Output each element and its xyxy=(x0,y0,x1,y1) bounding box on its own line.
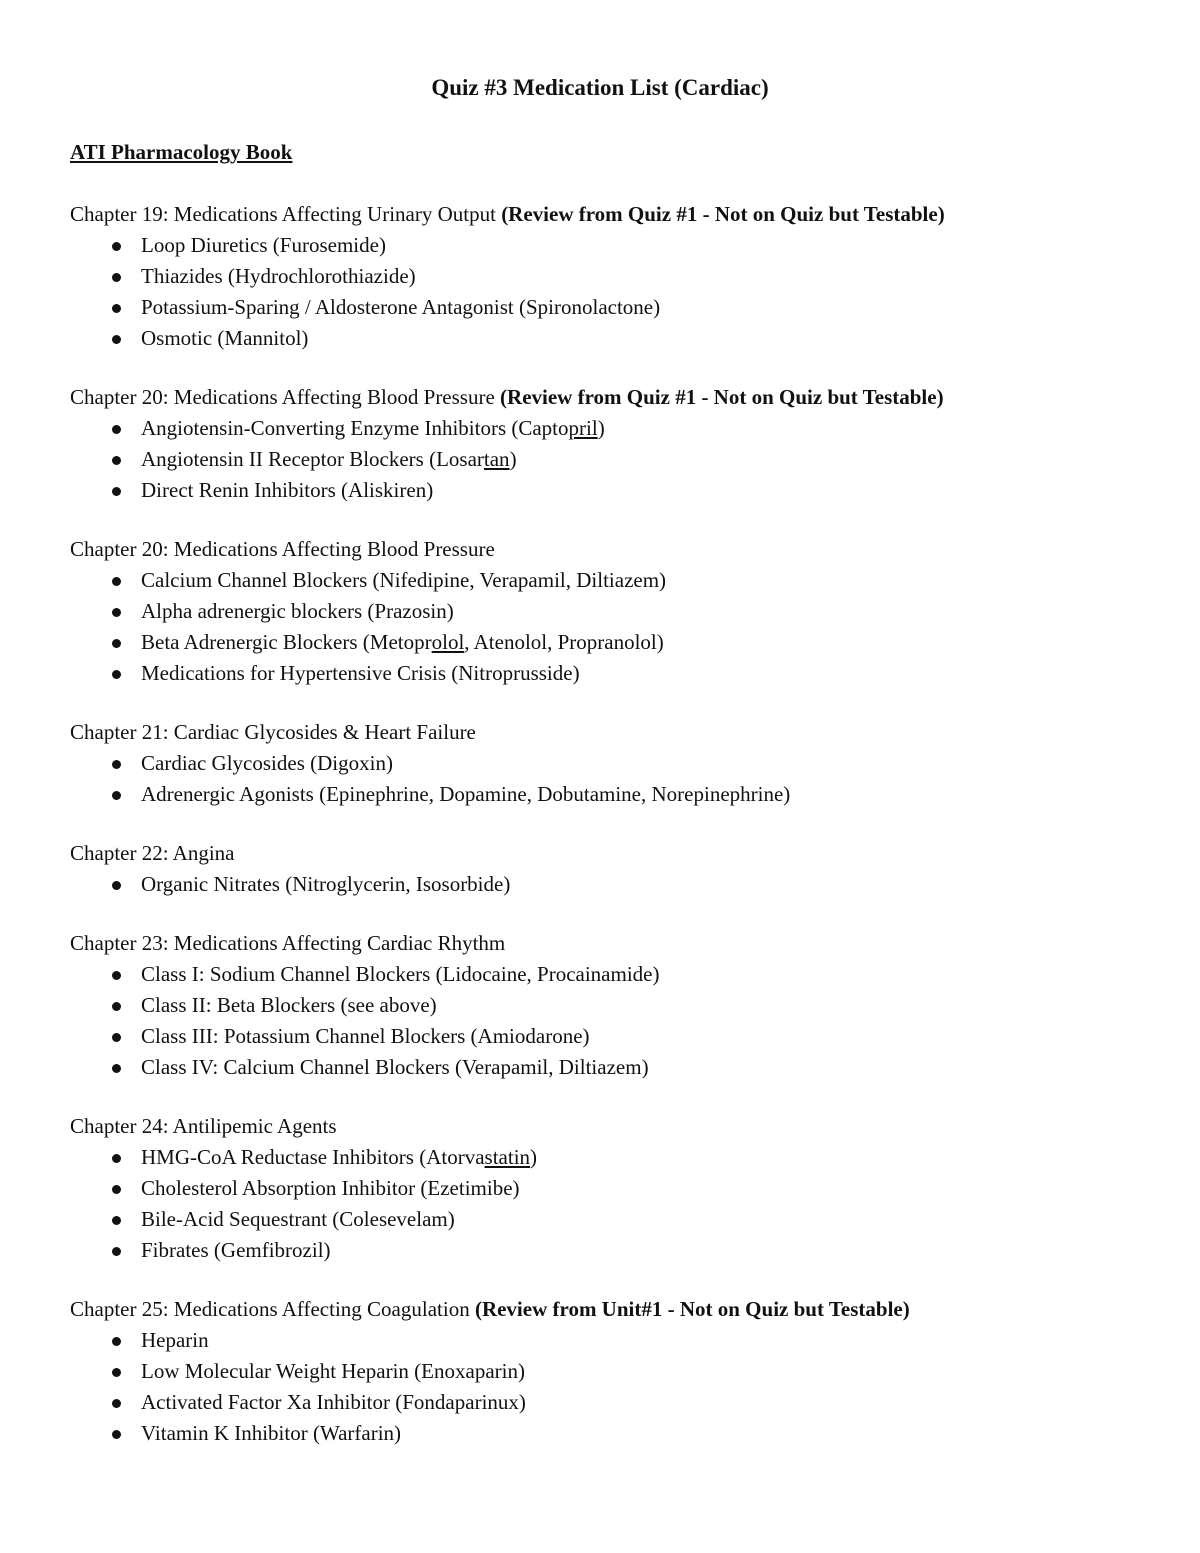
medication-item xyxy=(70,749,1150,777)
medication-text: ) xyxy=(530,1145,538,1169)
bullet-icon xyxy=(112,791,121,800)
medication-text: ) xyxy=(509,447,517,471)
bullet-icon xyxy=(112,639,121,648)
bullet-icon xyxy=(112,1033,121,1042)
bullet-icon xyxy=(112,456,121,465)
medication-item xyxy=(70,476,1150,504)
medication-suffix-underlined: pril xyxy=(568,416,598,440)
chapter-title: Chapter 20: Medications Affecting Blood Pressure xyxy=(70,385,501,409)
bullet-icon xyxy=(112,577,121,586)
medication-list xyxy=(70,566,1150,687)
medication-item xyxy=(70,597,1150,625)
chapter-section xyxy=(70,839,1150,898)
medication-item xyxy=(70,566,1150,594)
testable-note: (Review from Quiz #1 - Not on Quiz but Testable) xyxy=(500,385,944,409)
bullet-icon xyxy=(112,1337,121,1346)
bullet-icon xyxy=(112,1399,121,1408)
medication-text: ) xyxy=(597,416,605,440)
medication-text: Osmotic (Mannitol) xyxy=(141,326,309,350)
bullet-icon xyxy=(112,273,121,282)
bullet-icon xyxy=(112,242,121,251)
medication-item xyxy=(70,780,1150,808)
medication-item xyxy=(70,991,1150,1019)
bullet-icon xyxy=(112,1002,121,1011)
chapter-heading xyxy=(70,200,1150,228)
book-heading: ATI Pharmacology Book xyxy=(70,140,293,164)
bullet-icon xyxy=(112,335,121,344)
medication-text: Angiotensin-Converting Enzyme Inhibitors (Capto xyxy=(141,416,569,440)
medication-text: Alpha adrenergic blockers (Prazosin) xyxy=(141,599,454,623)
medication-item xyxy=(70,628,1150,656)
medication-text: Adrenergic Agonists (Epinephrine, Dopamine, Dobutamine, Norepinephrine) xyxy=(141,782,791,806)
medication-item xyxy=(70,1143,1150,1171)
medication-text: Angiotensin II Receptor Blockers (Losar xyxy=(141,447,484,471)
chapter-title: Chapter 20: Medications Affecting Blood Pressure xyxy=(70,537,495,561)
medication-list xyxy=(70,749,1150,808)
medication-text: HMG-CoA Reductase Inhibitors (Atorva xyxy=(141,1145,485,1169)
chapter-section xyxy=(70,1112,1150,1264)
bullet-icon xyxy=(112,1154,121,1163)
document-title: Quiz #3 Medication List (Cardiac) xyxy=(431,75,769,100)
medication-text: Class I: Sodium Channel Blockers (Lidocaine, Procainamide) xyxy=(141,962,660,986)
medication-item xyxy=(70,1236,1150,1264)
medication-item xyxy=(70,1053,1150,1081)
medication-text: Heparin xyxy=(141,1328,209,1352)
bullet-icon xyxy=(112,971,121,980)
medication-item xyxy=(70,1388,1150,1416)
bullet-icon xyxy=(112,1430,121,1439)
bullet-icon xyxy=(112,425,121,434)
bullet-icon xyxy=(112,487,121,496)
chapter-title: Chapter 23: Medications Affecting Cardiac Rhythm xyxy=(70,931,506,955)
chapter-title: Chapter 24: Antilipemic Agents xyxy=(70,1114,337,1138)
bullet-icon xyxy=(112,1216,121,1225)
medication-text: Activated Factor Xa Inhibitor (Fondaparinux) xyxy=(141,1390,526,1414)
medication-text: Bile-Acid Sequestrant (Colesevelam) xyxy=(141,1207,455,1231)
bullet-icon xyxy=(112,1185,121,1194)
chapter-heading xyxy=(70,383,1150,411)
chapter-heading xyxy=(70,1112,1150,1140)
medication-item xyxy=(70,1357,1150,1385)
medication-suffix-underlined: tan xyxy=(483,447,510,471)
medication-item xyxy=(70,1326,1150,1354)
medication-text: Loop Diuretics (Furosemide) xyxy=(141,233,386,257)
medication-item xyxy=(70,1174,1150,1202)
medication-text: Cholesterol Absorption Inhibitor (Ezetimibe) xyxy=(141,1176,520,1200)
medication-item xyxy=(70,1419,1150,1447)
chapter-heading xyxy=(70,839,1150,867)
medication-list xyxy=(70,231,1150,352)
chapter-title: Chapter 19: Medications Affecting Urinary Output xyxy=(70,202,502,226)
bullet-icon xyxy=(112,1064,121,1073)
medication-list xyxy=(70,414,1150,504)
medication-suffix-underlined: statin xyxy=(484,1145,531,1169)
medication-text: Cardiac Glycosides (Digoxin) xyxy=(141,751,393,775)
bullet-icon xyxy=(112,760,121,769)
chapter-heading xyxy=(70,718,1150,746)
chapter-section xyxy=(70,383,1150,504)
medication-text: Vitamin K Inhibitor (Warfarin) xyxy=(141,1421,402,1445)
testable-note: (Review from Quiz #1 - Not on Quiz but Testable) xyxy=(501,202,945,226)
chapter-heading xyxy=(70,535,1150,563)
medication-list xyxy=(70,960,1150,1081)
testable-note: (Review from Unit#1 - Not on Quiz but Testable) xyxy=(474,1297,910,1321)
medication-item xyxy=(70,445,1150,473)
medication-item xyxy=(70,414,1150,442)
medication-item xyxy=(70,324,1150,352)
chapter-section xyxy=(70,929,1150,1081)
medication-text: Beta Adrenergic Blockers (Metopr xyxy=(141,630,432,654)
chapter-title: Chapter 21: Cardiac Glycosides & Heart Failure xyxy=(70,720,476,744)
medication-text: Calcium Channel Blockers (Nifedipine, Verapamil, Diltiazem) xyxy=(141,568,667,592)
medication-item xyxy=(70,870,1150,898)
medication-text: Thiazides (Hydrochlorothiazide) xyxy=(141,264,416,288)
medication-list xyxy=(70,1143,1150,1264)
medication-text: Class III: Potassium Channel Blockers (Amiodarone) xyxy=(141,1024,590,1048)
medication-text: Organic Nitrates (Nitroglycerin, Isosorbide) xyxy=(141,872,511,896)
chapter-title: Chapter 25: Medications Affecting Coagulation xyxy=(70,1297,475,1321)
medication-text: Class IV: Calcium Channel Blockers (Verapamil, Diltiazem) xyxy=(141,1055,649,1079)
medication-item xyxy=(70,293,1150,321)
medication-list xyxy=(70,870,1150,898)
bullet-icon xyxy=(112,1368,121,1377)
medication-item xyxy=(70,960,1150,988)
bullet-icon xyxy=(112,881,121,890)
medication-text: Potassium-Sparing / Aldosterone Antagonist (Spironolactone) xyxy=(141,295,661,319)
bullet-icon xyxy=(112,608,121,617)
medication-item xyxy=(70,231,1150,259)
medication-text: Low Molecular Weight Heparin (Enoxaparin) xyxy=(141,1359,525,1383)
medication-item xyxy=(70,1205,1150,1233)
medication-item xyxy=(70,659,1150,687)
chapter-heading xyxy=(70,1295,1150,1323)
medication-text: Class II: Beta Blockers (see above) xyxy=(141,993,437,1017)
medication-suffix-underlined: olol xyxy=(431,630,465,654)
chapter-section xyxy=(70,535,1150,687)
medication-item xyxy=(70,262,1150,290)
chapter-list xyxy=(70,200,1150,1478)
medication-list xyxy=(70,1326,1150,1447)
bullet-icon xyxy=(112,670,121,679)
bullet-icon xyxy=(112,304,121,313)
chapter-section xyxy=(70,718,1150,808)
chapter-section xyxy=(70,200,1150,352)
medication-text: Fibrates (Gemfibrozil) xyxy=(141,1238,331,1262)
bullet-icon xyxy=(112,1247,121,1256)
medication-text: Medications for Hypertensive Crisis (Nitroprusside) xyxy=(141,661,580,685)
medication-text: Direct Renin Inhibitors (Aliskiren) xyxy=(141,478,434,502)
chapter-section xyxy=(70,1295,1150,1447)
medication-text: , Atenolol, Propranolol) xyxy=(464,630,664,654)
chapter-heading xyxy=(70,929,1150,957)
medication-item xyxy=(70,1022,1150,1050)
chapter-title: Chapter 22: Angina xyxy=(70,841,235,865)
